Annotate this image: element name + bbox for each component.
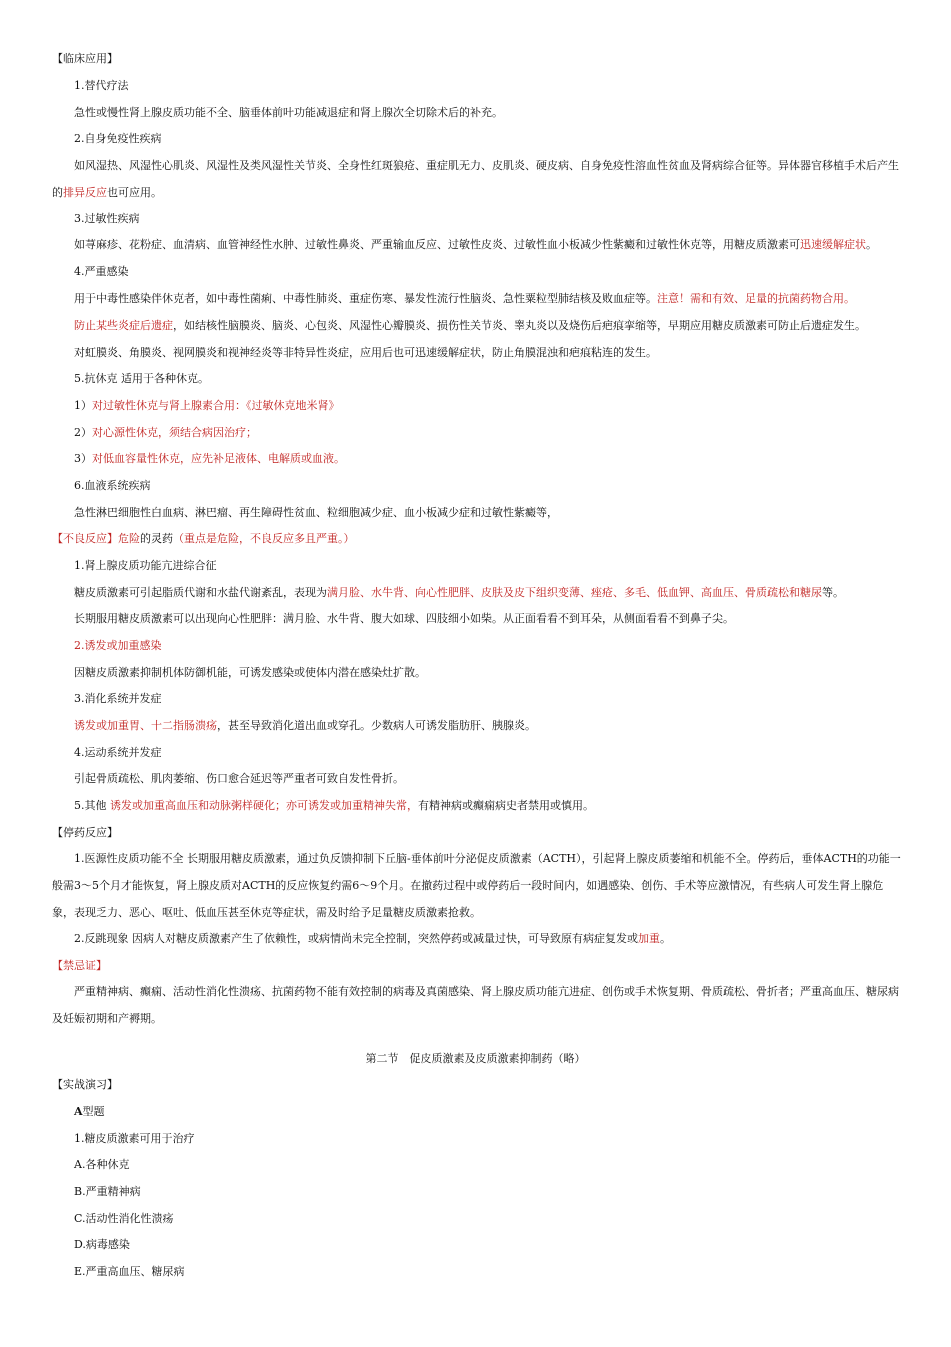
section2-title: 第二节 促皮质激素及皮质激素抑制药（略） xyxy=(365,1052,586,1065)
adverse-heading-note: （重点是危险，不良反应多且严重。） xyxy=(173,532,355,545)
contra-body: 严重精神病、癫痫、活动性消化性溃疡、抗菌药物不能有效控制的病毒及真菌感染、肾上腺皮质功能亢进症、创伤或手术恢复期、骨质疏松、骨折者；严重高血压、糖尿病及妊娠初期和产褥期。 xyxy=(52,985,899,1025)
clinical-s3-paragraph xyxy=(74,238,877,252)
contra-heading: 【禁忌证】 xyxy=(52,959,107,972)
withdrawal-w2-body: 2.反跳现象 因病人对糖皮质激素产生了依赖性，或病情尚未完全控制，突然停药或减量过快，可导致原有病症复发或 xyxy=(74,932,638,945)
adverse-a1-title: 1.肾上腺皮质功能亢进综合征 xyxy=(74,559,217,572)
clinical-s3-title: 3.过敏性疾病 xyxy=(74,212,140,225)
practice-type-letter: A xyxy=(74,1105,83,1118)
adverse-heading-danger: 危险 xyxy=(118,532,140,545)
practice-option-e: E.严重高血压、糖尿病 xyxy=(74,1265,185,1278)
adverse-a1-body: 糖皮质激素可引起脂质代谢和水盐代谢紊乱，表现为 xyxy=(74,586,327,599)
practice-option-d: D.病毒感染 xyxy=(74,1238,130,1251)
adverse-a2-body: 因糖皮质激素抑制机体防御机能，可诱发感染或使体内潜在感染灶扩散。 xyxy=(74,666,426,679)
clinical-s6-title: 6.血液系统疾病 xyxy=(74,479,151,492)
withdrawal-w1: 1.医源性皮质功能不全 长期服用糖皮质激素，通过负反馈抑制下丘脑-垂体前叶分泌促皮质激素（ACTH），引起肾上腺皮质萎缩和机能不全。停药后，垂体ACTH的功能一般需3～5个月才能恢复，肾上腺皮质对ACTH的反应恢复约需6～9个月。在撤药过程中或停药后一段时间内，如遇感染、创伤、手术等应激情况，有些病人可发生肾上腺危象，表现乏力、恶心、呕吐、低血压甚至休克等症状，需及时给予足量糖皮质激素抢救。 xyxy=(52,852,901,919)
adverse-a5-paragraph xyxy=(74,799,594,813)
clinical-s4-body3: 对虹膜炎、角膜炎、视网膜炎和视神经炎等非特异性炎症，应用后也可迅速缓解症状，防止角膜混浊和疤痕粘连的发生。 xyxy=(74,346,657,359)
clinical-s4-title: 4.严重感染 xyxy=(74,265,129,278)
practice-heading: 【实战演习】 xyxy=(52,1078,118,1091)
clinical-s4-red1: 注意！需和有效、足量的抗菌药物合用。 xyxy=(657,292,855,305)
clinical-s5-item-3 xyxy=(74,452,345,466)
clinical-s5-item-2-num: 2） xyxy=(74,426,92,439)
clinical-s3-body: 如荨麻疹、花粉症、血清病、血管神经性水肿、过敏性鼻炎、严重输血反应、过敏性皮炎、过敏性血小板减少性紫癜和过敏性休克等，用糖皮质激素可 xyxy=(74,238,800,251)
clinical-s4-body: 用于中毒性感染伴休克者，如中毒性菌痢、中毒性肺炎、重症伤寒、暴发性流行性脑炎、急性粟粒型肺结核及败血症等。 xyxy=(74,292,657,305)
practice-question: 1.糖皮质激素可用于治疗 xyxy=(74,1132,195,1145)
clinical-s6-body: 急性淋巴细胞性白血病、淋巴瘤、再生障碍性贫血、粒细胞减少症、血小板减少症和过敏性紫癜等， xyxy=(74,506,558,519)
adverse-a2-num: 2. xyxy=(74,639,85,652)
practice-type-rest: 型题 xyxy=(82,1105,105,1118)
adverse-a1-red: 满月脸、水牛背、向心性肥胖、皮肤及皮下组织变薄、痤疮、多毛、低血钾、高血压、骨质疏松和糖尿 xyxy=(327,586,822,599)
practice-option-a: A.各种休克 xyxy=(74,1158,130,1171)
adverse-a5-lead: 5.其他 xyxy=(74,799,110,812)
clinical-s2-red: 排异反应 xyxy=(63,186,107,199)
practice-type xyxy=(74,1105,105,1119)
adverse-a2-title: 诱发或加重感染 xyxy=(84,639,162,652)
withdrawal-w2-end: 。 xyxy=(660,932,671,945)
adverse-a5-body: 有精神病或癫痫病史者禁用或慎用。 xyxy=(418,799,594,812)
adverse-a3-title: 3.消化系统并发症 xyxy=(74,692,162,705)
adverse-a4-body: 引起骨质疏松、肌肉萎缩、伤口愈合延迟等严重者可致自发性骨折。 xyxy=(74,772,404,785)
withdrawal-heading: 【停药反应】 xyxy=(52,826,118,839)
clinical-s5-item-3-text: 对低血容量性休克，应先补足液体、电解质或血液。 xyxy=(92,452,345,465)
clinical-s5-item-2 xyxy=(74,426,257,440)
clinical-s5-title: 5.抗休克 适用于各种休克。 xyxy=(74,372,209,385)
practice-option-c: C.活动性消化性溃疡 xyxy=(74,1212,174,1225)
clinical-s4-body2: ，如结核性脑膜炎、脑炎、心包炎、风湿性心瓣膜炎、损伤性关节炎、睾丸炎以及烧伤后疤痕挛缩等，早期应用糖皮质激素可防止后遗症发生。 xyxy=(173,319,866,332)
clinical-s4-paragraph-1 xyxy=(74,292,855,306)
clinical-s2-paragraph xyxy=(52,152,902,206)
clinical-s3-red: 迅速缓解症状 xyxy=(800,238,866,251)
clinical-s2-body-b: 也可应用。 xyxy=(107,186,162,199)
adverse-a1-end: 等。 xyxy=(822,586,844,599)
clinical-s2-title: 2.自身免疫性疾病 xyxy=(74,132,162,145)
adverse-a3-paragraph xyxy=(74,719,536,733)
clinical-s5-item-3-num: 3） xyxy=(74,452,92,465)
clinical-s5-item-1 xyxy=(74,399,340,413)
adverse-a1-paragraph xyxy=(74,586,844,600)
adverse-a2-title-line xyxy=(74,639,162,653)
adverse-a5-red: 诱发或加重高血压和动脉粥样硬化；亦可诱发或加重精神失常， xyxy=(110,799,418,812)
withdrawal-w2-paragraph xyxy=(74,932,671,946)
clinical-heading: 【临床应用】 xyxy=(52,52,118,65)
clinical-s1-title: 1.替代疗法 xyxy=(74,79,129,92)
practice-option-b: B.严重精神病 xyxy=(74,1185,141,1198)
withdrawal-w2-red: 加重 xyxy=(638,932,660,945)
adverse-heading: 【不良反应】 xyxy=(52,532,118,545)
adverse-heading-mid: 的灵药 xyxy=(140,532,173,545)
adverse-heading-line xyxy=(52,532,355,546)
clinical-s5-item-1-num: 1） xyxy=(74,399,92,412)
clinical-s2-body-a: 如风湿热、风湿性心肌炎、风湿性及类风湿性关节炎、全身性红斑狼疮、重症肌无力、皮肌炎、硬皮病、自身免疫性溶血性贫血及肾病综合征等。异体器官移植手术后产生的 xyxy=(52,159,899,199)
clinical-s4-red2: 防止某些炎症后遗症 xyxy=(74,319,173,332)
adverse-a3-body: ，甚至导致消化道出血或穿孔。少数病人可诱发脂肪肝、胰腺炎。 xyxy=(217,719,536,732)
adverse-a1-body2: 长期服用糖皮质激素可以出现向心性肥胖：满月脸、水牛背、腹大如球、四肢细小如柴。从正面看看不到耳朵，从侧面看看不到鼻子尖。 xyxy=(74,612,734,625)
clinical-s4-paragraph-2 xyxy=(74,319,866,333)
clinical-s5-item-2-text: 对心源性休克，须结合病因治疗； xyxy=(92,426,257,439)
clinical-s5-item-1-text: 对过敏性休克与肾上腺素合用：《过敏休克地米肾》 xyxy=(92,399,340,412)
clinical-s1-body: 急性或慢性肾上腺皮质功能不全、脑垂体前叶功能减退症和肾上腺次全切除术后的补充。 xyxy=(74,106,503,119)
adverse-a4-title: 4.运动系统并发症 xyxy=(74,746,162,759)
adverse-a3-red: 诱发或加重胃、十二指肠溃疡 xyxy=(74,719,217,732)
clinical-s3-end: 。 xyxy=(866,238,877,251)
